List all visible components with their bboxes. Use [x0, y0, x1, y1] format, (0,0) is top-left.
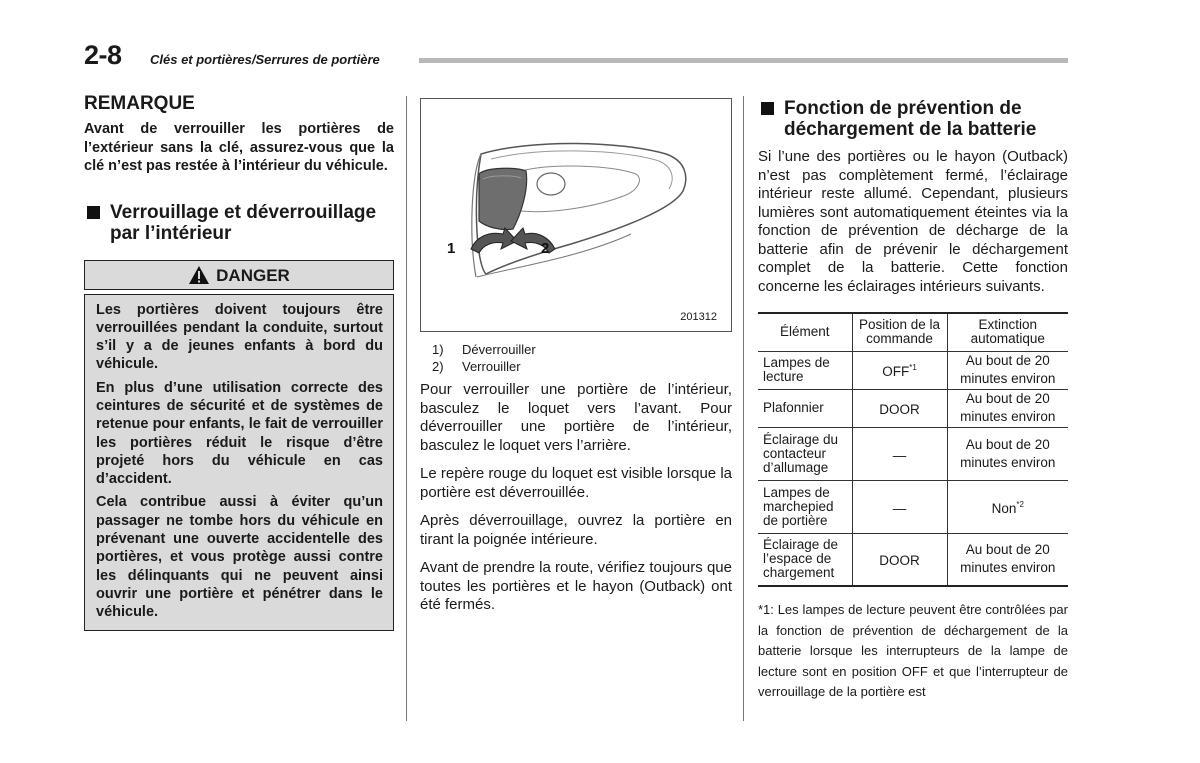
remarque-text: Avant de verrouiller les portières de l’extérieur sans la clé, assurez-vous que la clé n’est pas restée à l’intérieur du véhicule.	[84, 121, 394, 174]
table-cell-extinction: Au bout de 20 minutes environ	[947, 427, 1068, 480]
body-paragraph: Pour verrouiller une portière de l’intérieur, basculez le loquet vers l’avant. Pour déverrouiller une portière de l’intérieur, basculez le loquet vers l’arrière.	[420, 381, 732, 454]
danger-paragraph: En plus d’une utilisation correcte des ceintures de sécurité et de systèmes de retenue pour enfants, le fait de verrouiller les portières réduit le risque d’être projeté hors du véhicule en cas d’accident.	[96, 379, 383, 488]
figure-code: 201312	[680, 311, 717, 323]
page-header	[84, 40, 1068, 70]
door-handle-illustration	[421, 99, 730, 330]
table-cell-position: DOOR	[852, 533, 947, 586]
legend-number: 2)	[432, 359, 444, 374]
table-cell-position: —	[852, 427, 947, 480]
section-heading-interior-lock	[84, 202, 394, 244]
arrow-label-1: 1	[447, 240, 456, 257]
table-cell-extinction: Au bout de 20 minutes environ	[947, 351, 1068, 389]
column-divider-left	[406, 96, 407, 721]
table-row	[758, 389, 1068, 427]
column-right	[758, 98, 1068, 703]
warning-triangle-icon	[188, 265, 210, 285]
header-rule	[419, 58, 1068, 63]
section-heading-battery	[758, 98, 1068, 140]
table-header-cell: Extinction automatique	[947, 313, 1068, 351]
table-row	[758, 351, 1068, 389]
section-square-icon	[761, 102, 774, 115]
figure-legend	[420, 341, 732, 375]
section-square-icon	[87, 206, 100, 219]
table-cell-extinction: Au bout de 20 minutes environ	[947, 389, 1068, 427]
table-header-cell: Élément	[758, 313, 852, 351]
arrow-label-2: 2	[541, 240, 550, 257]
table-cell-element: Lampes de marchepied de portière	[758, 480, 852, 533]
footnote: *1: Les lampes de lecture peuvent être contrôlées par la fonction de prévention de déchargement de la batterie lorsque les interrupteurs de la lampe de lecture sont en position OFF et que l’interrupteur de verrouillage de la portière est	[758, 602, 1068, 699]
body-paragraph: Avant de prendre la route, vérifiez toujours que toutes les portières et le hayon (Outback) ont été fermés.	[420, 559, 732, 613]
table-row	[758, 427, 1068, 480]
legend-number: 1)	[432, 342, 444, 357]
table-cell-element: Plafonnier	[758, 389, 852, 427]
danger-header	[84, 260, 394, 290]
interior-lights-table	[758, 312, 1068, 587]
table-header-cell: Position de la commande	[852, 313, 947, 351]
chapter-title: Clés et portières/Serrures de portière	[150, 52, 380, 67]
table-header-row	[758, 313, 1068, 351]
danger-body	[84, 294, 394, 631]
column-divider-right	[743, 96, 744, 721]
table-cell-position: DOOR	[852, 389, 947, 427]
legend-text: Déverrouiller	[462, 342, 536, 357]
door-handle-figure	[420, 98, 732, 332]
section-heading-text: Verrouillage et déverrouillage par l’intérieur	[110, 201, 377, 244]
table-row	[758, 480, 1068, 533]
table-cell-element: Éclairage de l’espace de chargement	[758, 533, 852, 586]
body-paragraph: Le repère rouge du loquet est visible lorsque la portière est déverrouillée.	[420, 465, 732, 501]
legend-item	[420, 341, 732, 358]
legend-text: Verrouiller	[462, 359, 521, 374]
page-number: 2-8	[84, 40, 122, 70]
table-cell-position: OFF$^{*1}$	[852, 351, 947, 389]
section-heading-text: Fonction de prévention de déchargement de la batterie	[784, 98, 1037, 140]
body-paragraph: Après déverrouillage, ouvrez la portière en tirant la poignée intérieure.	[420, 512, 732, 548]
table-cell-element: Lampes de lecture	[758, 351, 852, 389]
danger-label: DANGER	[216, 265, 290, 285]
table-cell-extinction: Non$^{*2}$	[947, 480, 1068, 533]
danger-paragraph: Les portières doivent toujours être verrouillées pendant la conduite, surtout s’il y a de jeunes enfants à bord du véhicule.	[96, 301, 383, 373]
table-cell-element: Éclairage du contacteur d’allumage	[758, 427, 852, 480]
table-cell-position: —	[852, 480, 947, 533]
intro-paragraph: Si l’une des portières ou le hayon (Outback) n’est pas complètement fermé, l’éclairage intérieur reste allumé. Cependant, plusieurs lumières sont automatiquement éteintes via la fonction de prévention de décharge de la batterie afin de prévenir le déchargement complet de la batterie. Cette fonction concerne les éclairages intérieurs suivants.	[758, 148, 1068, 295]
table-row	[758, 533, 1068, 586]
column-middle	[420, 98, 732, 615]
column-left	[84, 93, 394, 631]
table-cell-extinction: Au bout de 20 minutes environ	[947, 533, 1068, 586]
legend-item	[420, 358, 732, 375]
danger-paragraph: Cela contribue aussi à éviter qu’un passager ne tombe hors du véhicule en prévenant une ouverte accidentelle des portières, et vous protège aussi contre les délinquants qui ne peuvent ainsi ouvrir une portière et pénétrer dans le véhicule.	[96, 494, 383, 621]
remarque-title: REMARQUE	[84, 93, 195, 114]
